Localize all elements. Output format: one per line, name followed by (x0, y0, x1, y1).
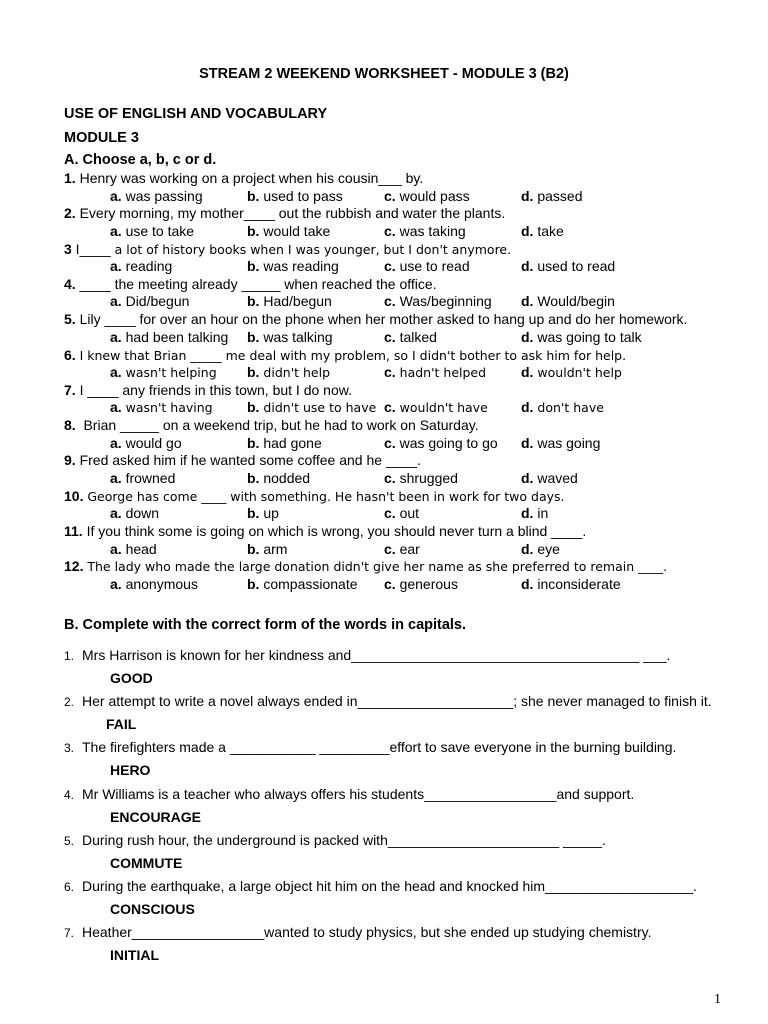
item-sentence[interactable]: The firefighters made a ___________ _________effort to save everyone in the burning building. (82, 739, 677, 756)
option-a[interactable] (110, 470, 175, 487)
item-number: 7. (64, 926, 75, 941)
option-d[interactable] (521, 541, 560, 558)
answer-options (110, 576, 670, 593)
option-text: Did/begun (121, 293, 190, 310)
option-letter: d. (521, 540, 534, 557)
question-number: 10. (64, 487, 84, 504)
option-text: wouldn't help (533, 365, 622, 380)
part-b-instruction: B. Complete with the correct form of the words in capitals. (64, 617, 467, 633)
question-text-continued: I knew that Brian _____ me deal with my problem, so I didn't bother to ask him for help. (79, 347, 627, 363)
option-c[interactable] (384, 505, 419, 522)
answer-options (110, 541, 670, 558)
question-10 (64, 488, 565, 505)
option-d[interactable] (521, 505, 548, 522)
item-sentence[interactable]: Mrs Harrison is known for her kindness and_____________________________________ ___. (82, 647, 671, 663)
option-d[interactable] (521, 293, 615, 310)
option-a[interactable] (110, 505, 159, 522)
option-d[interactable] (521, 576, 621, 593)
question-number: 9. (64, 452, 76, 469)
option-letter: c. (384, 222, 396, 239)
option-text: was going to talk (533, 328, 642, 345)
question-number: 2. (64, 205, 76, 222)
option-letter: d. (521, 399, 534, 416)
option-text: didn't help (259, 365, 331, 380)
option-letter: d. (521, 434, 534, 451)
question-number: 1. (64, 170, 76, 186)
option-text: head (121, 540, 157, 557)
option-letter: d. (521, 258, 534, 275)
option-a[interactable] (110, 223, 194, 240)
option-b[interactable] (247, 364, 330, 381)
question-text-continued: a lot of history books when I was younger, but I don't anymore. (114, 241, 512, 257)
option-a[interactable] (110, 293, 189, 310)
option-text: generous (395, 575, 458, 592)
option-letter: d. (521, 187, 534, 204)
option-text: was going to go (395, 434, 498, 451)
option-text: wouldn't have (395, 400, 488, 416)
option-letter: a. (110, 434, 122, 451)
option-letter: b. (247, 469, 260, 486)
option-d[interactable] (521, 188, 583, 205)
option-c[interactable] (384, 364, 486, 381)
answer-options (110, 293, 670, 310)
option-b[interactable] (247, 223, 330, 240)
answer-options (110, 399, 670, 416)
option-letter: c. (384, 364, 396, 380)
question-6 (64, 347, 626, 364)
option-letter: b. (247, 505, 260, 522)
question-text: Lily ____ for over an hour on the phone when her mother asked to hang up and do her homework. (75, 311, 688, 328)
question-text: Every morning, my mother____ out the rubbish and water the plants. (75, 205, 506, 222)
option-c[interactable] (384, 329, 437, 346)
question-9 (64, 452, 421, 469)
option-d[interactable] (521, 223, 564, 240)
option-letter: b. (247, 258, 260, 275)
option-letter: d. (521, 222, 534, 239)
option-text: use to take (121, 222, 195, 239)
answer-options (110, 364, 670, 381)
option-text: would go (121, 434, 182, 451)
option-text: used to pass (259, 187, 343, 204)
option-text: talked (395, 328, 437, 345)
capital-word: CONSCIOUS (110, 901, 195, 917)
capital-word: GOOD (110, 670, 153, 686)
option-letter: b. (247, 540, 260, 557)
item-number: 5. (64, 833, 75, 848)
part-a-instruction: A. Choose a, b, c or d. (64, 152, 217, 168)
option-letter: c. (384, 505, 396, 522)
option-text: Had/begun (259, 293, 332, 310)
question-text: If you think some is going on which is wrong, you should never turn a blind ____. (82, 523, 587, 539)
option-c[interactable] (384, 541, 420, 558)
answer-options (110, 223, 670, 240)
item-number: 2. (64, 695, 75, 710)
option-text: was going (533, 434, 601, 451)
option-b[interactable] (247, 470, 310, 487)
answer-options (110, 505, 670, 522)
option-b[interactable] (247, 188, 343, 205)
option-letter: d. (521, 469, 534, 486)
question-number: 5. (64, 311, 76, 328)
question-number: 12. (64, 558, 84, 575)
option-letter: a. (110, 222, 122, 239)
option-letter: a. (110, 575, 122, 592)
option-letter: c. (384, 258, 396, 275)
item-sentence[interactable]: During the earthquake, a large object hit him on the head and knocked him___________________. (82, 878, 697, 894)
option-letter: a. (110, 469, 122, 486)
item-number: 1. (64, 649, 75, 663)
option-letter: c. (384, 540, 396, 557)
option-c[interactable] (384, 293, 492, 310)
option-text: take (533, 222, 564, 239)
option-text: used to read (533, 258, 616, 275)
question-text: ____ the meeting already _____ when reached the office. (75, 275, 437, 292)
option-b[interactable] (247, 399, 376, 416)
capital-word: INITIAL (110, 947, 159, 964)
question-number: 3 (64, 240, 72, 257)
option-letter: a. (110, 540, 122, 557)
option-c[interactable] (384, 435, 498, 452)
option-letter: d. (521, 328, 534, 345)
option-letter: c. (384, 293, 396, 310)
question-number: 6. (64, 346, 76, 363)
option-letter: c. (384, 434, 396, 451)
option-text: shrugged (395, 469, 458, 486)
option-b[interactable] (247, 576, 358, 593)
option-letter: d. (521, 575, 534, 592)
completion-item-3 (64, 739, 676, 757)
option-a[interactable] (110, 258, 172, 275)
option-letter: d. (521, 364, 534, 380)
option-text: wasn't helping (121, 365, 217, 380)
option-a[interactable] (110, 364, 217, 381)
answer-options (110, 258, 670, 275)
option-letter: b. (247, 434, 260, 451)
answer-options (110, 188, 670, 205)
option-text: in (533, 505, 549, 522)
option-letter: c. (384, 469, 396, 486)
option-c[interactable] (384, 399, 488, 416)
option-b[interactable] (247, 505, 279, 522)
item-sentence[interactable]: Her attempt to write a novel always ended in____________________; she never managed to finish it. (82, 693, 712, 710)
question-5 (64, 311, 687, 328)
completion-item-1 (64, 647, 670, 665)
option-text: frowned (121, 469, 176, 486)
option-text: hadn't helped (395, 365, 487, 380)
capital-word: ENCOURAGE (110, 808, 202, 825)
option-text: was talking (259, 328, 333, 345)
option-letter: c. (384, 399, 396, 416)
option-b[interactable] (247, 541, 287, 558)
capital-word: COMMUTE (110, 854, 183, 871)
option-c[interactable] (384, 470, 458, 487)
option-letter: a. (110, 293, 122, 310)
option-text: wasn't having (121, 400, 213, 416)
question-3 (64, 241, 511, 258)
option-letter: c. (384, 328, 396, 345)
question-text: Brian _____ on a weekend trip, but he had to work on Saturday. (75, 417, 479, 434)
question-number: 8. (64, 417, 76, 434)
option-text: nodded (259, 469, 311, 486)
option-text: had gone (259, 434, 322, 451)
option-text: Was/beginning (395, 293, 492, 310)
module-heading: MODULE 3 (64, 130, 139, 146)
option-d[interactable] (521, 364, 622, 381)
option-a[interactable] (110, 576, 198, 593)
option-text: had been talking (121, 328, 229, 345)
option-text: was taking (395, 222, 466, 239)
item-sentence[interactable]: Mr Williams is a teacher who always offers his students_________________and support. (82, 785, 635, 802)
option-text: reading (121, 258, 173, 275)
option-d[interactable] (521, 399, 604, 416)
option-text: compassionate (259, 575, 358, 592)
completion-item-4 (64, 786, 634, 804)
option-letter: b. (247, 187, 260, 204)
option-text: was passing (121, 187, 203, 204)
option-text: eye (533, 540, 560, 557)
page-number: 1 (714, 992, 721, 1007)
option-a[interactable] (110, 188, 203, 205)
option-text: down (121, 505, 160, 522)
option-text: out (395, 505, 420, 522)
question-7 (64, 382, 352, 399)
option-a[interactable] (110, 541, 157, 558)
option-text: passed (533, 187, 583, 204)
option-letter: b. (247, 293, 260, 310)
item-sentence[interactable]: During rush hour, the underground is packed with______________________ _____. (82, 831, 606, 848)
answer-options (110, 435, 670, 452)
option-b[interactable] (247, 258, 339, 275)
option-text: ear (395, 540, 420, 557)
option-letter: c. (384, 575, 396, 592)
question-text: I____ (71, 240, 115, 257)
option-c[interactable] (384, 258, 470, 275)
option-letter: a. (110, 399, 122, 416)
question-text: Henry was working on a project when his cousin___ by. (75, 170, 424, 186)
answer-options (110, 329, 670, 346)
question-text-continued: George has come ____ with something. He hasn't been in work for two days. (87, 488, 565, 504)
option-text: up (259, 505, 279, 522)
option-text: use to read (395, 258, 470, 275)
question-text: I ____ any friends in this town, but I do now. (75, 381, 352, 398)
option-text: Would/begin (533, 293, 615, 310)
option-text: would take (259, 222, 331, 239)
option-d[interactable] (521, 470, 578, 487)
option-text: was reading (259, 258, 339, 275)
option-letter: b. (247, 575, 260, 592)
completion-item-2 (64, 693, 712, 711)
section-heading: USE OF ENGLISH AND VOCABULARY (64, 106, 328, 122)
option-letter: a. (110, 505, 122, 522)
item-sentence[interactable]: Heather_________________wanted to study physics, but she ended up studying chemistry. (82, 924, 652, 941)
question-2 (64, 205, 505, 222)
option-a[interactable] (110, 399, 213, 416)
option-text: didn't use to have (259, 400, 377, 416)
option-letter: a. (110, 187, 122, 204)
completion-item-6 (64, 878, 697, 896)
option-letter: b. (247, 399, 260, 416)
option-text: anonymous (121, 575, 198, 592)
question-4 (64, 276, 437, 293)
option-letter: b. (247, 364, 260, 380)
option-b[interactable] (247, 293, 332, 310)
capital-word: HERO (110, 762, 151, 779)
option-b[interactable] (247, 329, 333, 346)
question-number: 4. (64, 275, 76, 292)
question-number: 7. (64, 381, 76, 398)
option-d[interactable] (521, 258, 615, 275)
question-number: 11. (64, 523, 83, 539)
option-a[interactable] (110, 329, 228, 346)
item-number: 3. (64, 741, 75, 756)
option-d[interactable] (521, 329, 642, 346)
answer-options (110, 470, 670, 487)
item-number: 6. (64, 880, 75, 894)
option-letter: b. (247, 222, 260, 239)
option-a[interactable] (110, 435, 182, 452)
question-12 (64, 558, 667, 575)
item-number: 4. (64, 787, 75, 802)
option-text: waved (533, 469, 578, 486)
option-d[interactable] (521, 435, 600, 452)
option-c[interactable] (384, 188, 470, 205)
option-c[interactable] (384, 223, 466, 240)
capital-word: FAIL (106, 716, 137, 733)
option-text: would pass (395, 187, 470, 204)
question-text: Fred asked him if he wanted some coffee and he ____. (75, 452, 421, 469)
option-letter: c. (384, 187, 396, 204)
option-text: arm (259, 540, 288, 557)
option-letter: b. (247, 328, 260, 345)
option-letter: d. (521, 293, 534, 310)
question-1 (64, 170, 423, 187)
completion-item-5 (64, 832, 606, 850)
option-letter: a. (110, 328, 122, 345)
question-text-continued: The lady who made the large donation didn't give her name as she preferred to remain ____. (87, 559, 668, 575)
option-letter: a. (110, 364, 122, 380)
option-text: don't have (533, 400, 604, 416)
worksheet-title: STREAM 2 WEEKEND WORKSHEET - MODULE 3 (B2) (199, 66, 569, 82)
question-11 (64, 523, 586, 540)
option-letter: d. (521, 505, 534, 522)
completion-item-7 (64, 924, 651, 942)
option-letter: a. (110, 258, 122, 275)
option-c[interactable] (384, 576, 458, 593)
option-text: inconsiderate (533, 575, 621, 592)
question-8 (64, 417, 479, 434)
option-b[interactable] (247, 435, 322, 452)
